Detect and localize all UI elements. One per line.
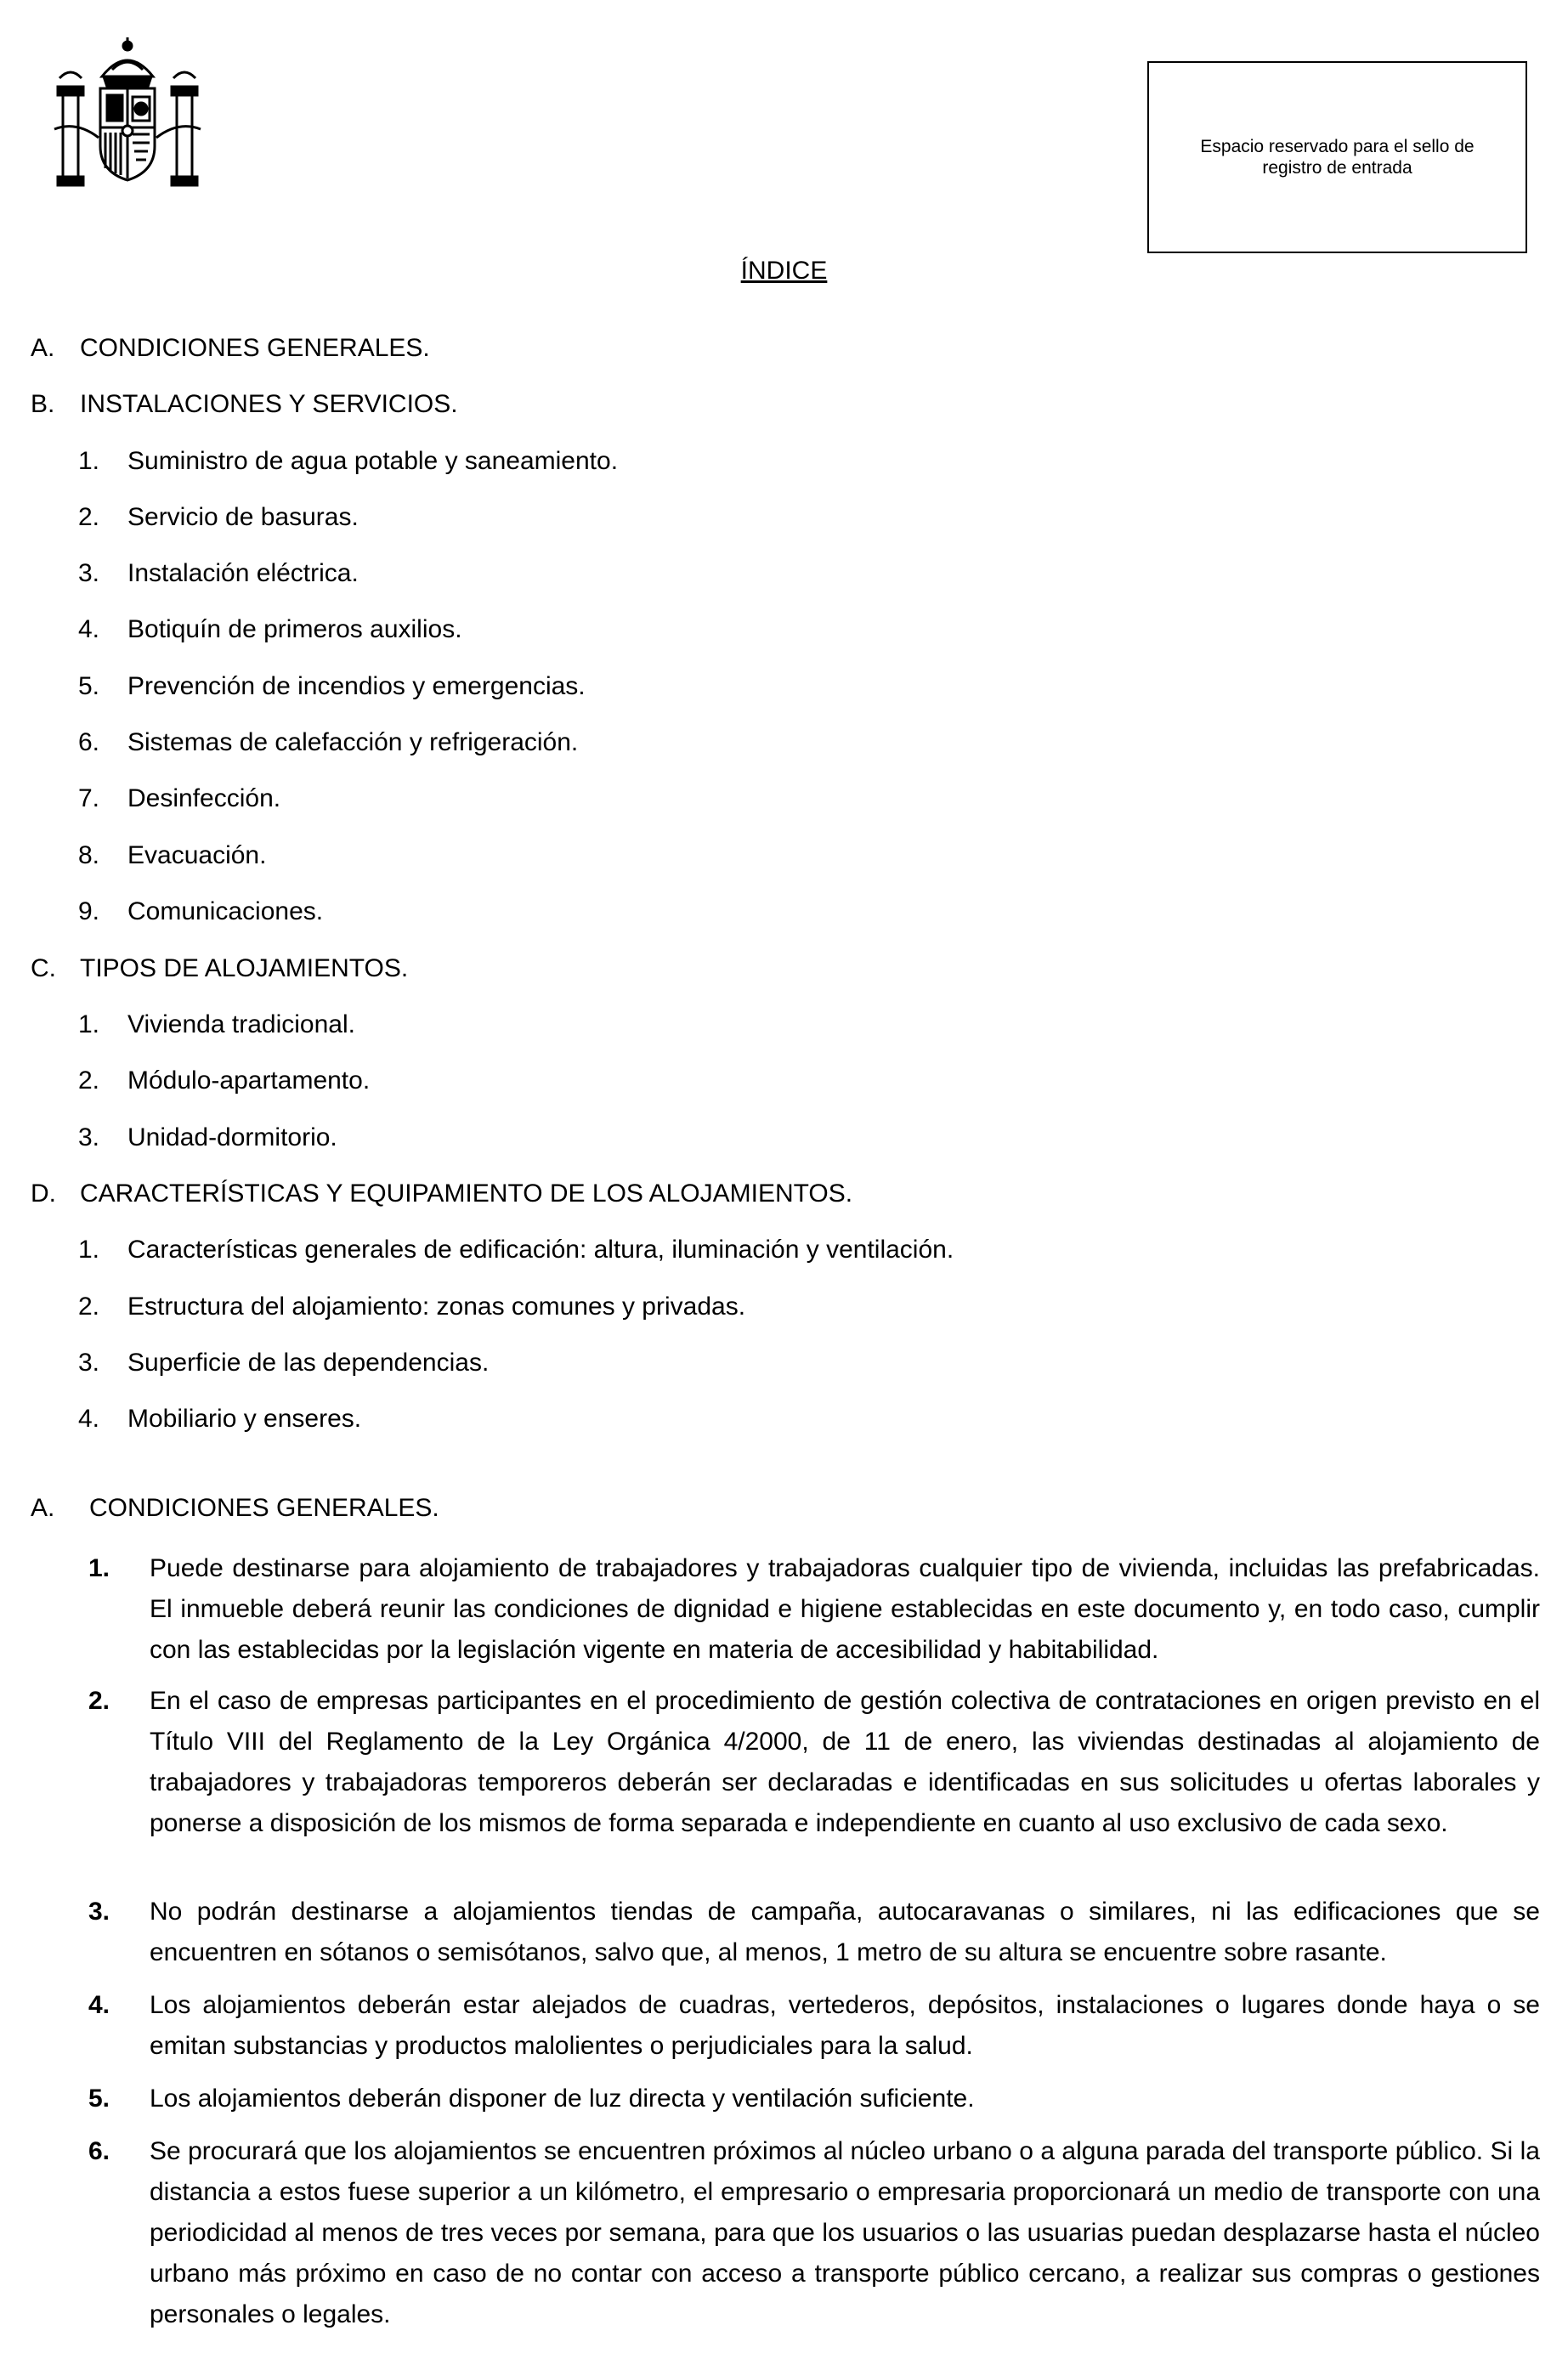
paragraph-number: 3.	[88, 1898, 110, 1926]
paragraph-text: No podrán destinarse a alojamientos tiendas de campaña, autocaravanas o similares, ni las edificaciones que se encuentren en sótanos o semisótanos, salvo que, al menos, 1 metro de su altura se encuentre sobre rasante.	[150, 1898, 1540, 1966]
index-title: ÍNDICE	[740, 257, 828, 285]
paragraph-text: Los alojamientos deberán estar alejados de cuadras, vertederos, depósitos, instalaciones o lugares donde haya o se emitan substancias y productos malolientes o perjudiciales para la salud.	[150, 1991, 1540, 2060]
condition-paragraph	[88, 1892, 1540, 1973]
paragraph-text: En el caso de empresas participantes en el procedimiento de gestión colectiva de contrataciones en origen previsto en el Título VIII del Reglamento de la Ley Orgánica 4/2000, de 11 de enero, las viviendas destinadas al alojamiento de trabajadores y trabajadoras temporeros deberán ser declaradas e identificadas en sus solicitudes u ofertas laborales y ponerse a disposición de los mismos de forma separada e independiente en cuanto al uso exclusivo de cada sexo.	[150, 1687, 1540, 1837]
paragraph-number: 5.	[88, 2085, 110, 2113]
condition-paragraph	[88, 1548, 1540, 1671]
condition-paragraph	[88, 2131, 1540, 2335]
paragraph-text: Los alojamientos deberán disponer de luz directa y ventilación suficiente.	[150, 2085, 975, 2113]
paragraph-number: 1.	[88, 1554, 110, 1582]
section-a-label: A.	[31, 1494, 55, 1522]
paragraph-number: 6.	[88, 2137, 110, 2165]
condition-paragraph	[88, 1985, 1540, 2067]
registry-stamp-box	[1147, 61, 1527, 253]
paragraph-text: Puede destinarse para alojamiento de trabajadores y trabajadoras cualquier tipo de vivienda, incluidas las prefabricadas. El inmueble deberá reunir las condiciones de dignidad e higiene establecidas en este documento y, en todo caso, cumplir con las establecidas por la legislación vigente en materia de accesibilidad y habitabilidad.	[150, 1554, 1540, 1664]
section-a-title: CONDICIONES GENERALES.	[89, 1494, 439, 1522]
stamp-box-text: Espacio reservado para el sello de registro de entrada	[1200, 137, 1475, 178]
coat-of-arms-icon	[51, 36, 204, 195]
paragraph-number: 4.	[88, 1991, 110, 2019]
paragraph-number: 2.	[88, 1687, 110, 1715]
condition-paragraph	[88, 1681, 1540, 1844]
condition-paragraph	[88, 2079, 1540, 2119]
paragraph-text: Se procurará que los alojamientos se encuentren próximos al núcleo urbano o a alguna parada del transporte público. Si la distancia a estos fuese superior a un kilómetro, el empresario o empresaria proporcionará un medio de transporte con una periodicidad al menos de tres veces por semana, para que los usuarios o las usuarias puedan desplazarse hasta el núcleo urbano más próximo en caso de no contar con acceso a transporte público cercano, a realizar sus compras o gestiones personales o legales.	[150, 2137, 1540, 2328]
